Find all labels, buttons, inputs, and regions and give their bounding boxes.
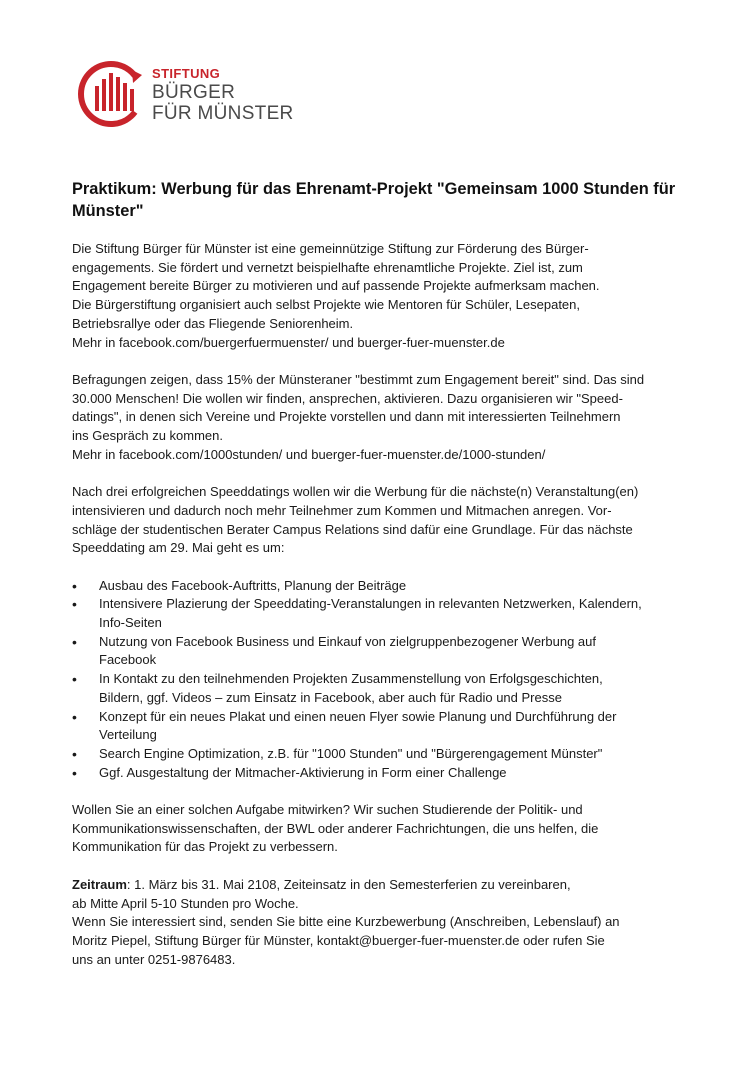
list-item <box>72 633 688 670</box>
list-item-text: • Ausbau des Facebook-Auftritts, Planung der Beiträge <box>99 577 407 593</box>
list-item-text: • In Kontakt zu den teilnehmenden Projekten Zusammenstellung von Erfolgsgeschichten, <box>99 671 603 687</box>
text-line: Nach drei erfolgreichen Speeddatings wollen wir die Werbung für die nächste(n) Veranstaltung(en) <box>72 484 639 500</box>
contact-line: Moritz Piepel, Stiftung Bürger für Münster, kontakt@buerger-fuer-muenster.de oder rufen Sie <box>72 932 605 948</box>
text-line: Mehr in facebook.com/buergerfuermuenster/ und buerger-fuer-muenster.de <box>72 334 505 350</box>
text-line: Kommunikation für das Projekt zu verbessern. <box>72 839 338 855</box>
logo <box>78 58 298 132</box>
list-item-text: • Ggf. Ausgestaltung der Mitmacher-Aktivierung in Form einer Challenge <box>99 764 507 780</box>
list-item-text: Facebook <box>99 652 157 668</box>
list-item <box>72 745 688 764</box>
list-item-text: • Nutzung von Facebook Business und Einkauf von zielgruppenbezogener Werbung auf <box>99 633 596 649</box>
text-line: Mehr in facebook.com/1000stunden/ und buerger-fuer-muenster.de/1000-stunden/ <box>72 446 546 462</box>
timeframe-label: Zeitraum <box>72 876 127 892</box>
text-line: ins Gespräch zu kommen. <box>72 428 224 444</box>
text-line: Wollen Sie an einer solchen Aufgabe mitwirken? Wir suchen Studierende der Politik- und <box>72 802 583 818</box>
text-line: Betriebsrallye oder das Fliegende Seniorenheim. <box>72 315 354 331</box>
call-to-action-paragraph <box>72 801 688 857</box>
text-line: datings", in denen sich Vereine und Projekte vorstellen und dann mit interessierten Teilnehmern <box>72 409 621 425</box>
intro-paragraph <box>72 240 688 352</box>
list-item <box>72 764 688 783</box>
document-body <box>72 178 688 988</box>
text-line: 30.000 Menschen! Die wollen wir finden, ansprechen, aktivieren. Dazu organisieren wir "Speed- <box>72 390 623 406</box>
speeddating-paragraph <box>72 483 688 558</box>
text-line: Die Stiftung Bürger für Münster ist eine gemeinnützige Stiftung zur Förderung des Bürger- <box>72 241 589 256</box>
logo-line-fuer-muenster: FÜR MÜNSTER <box>152 103 294 124</box>
text-line: Engagement bereite Bürger zu motivieren und auf passende Projekte aufmerksam machen. <box>72 278 600 294</box>
logo-line-stiftung: STIFTUNG <box>152 66 221 81</box>
list-item <box>72 708 688 745</box>
timeframe-paragraph <box>72 876 688 970</box>
list-item <box>72 577 688 596</box>
list-item-text: Verteilung <box>99 727 157 743</box>
list-item-text: • Konzept für ein neues Plakat und einen neuen Flyer sowie Planung und Durchführung der <box>99 708 617 724</box>
logo-line-buerger: BÜRGER <box>152 82 236 103</box>
list-item-text: Bildern, ggf. Videos – zum Einsatz in Facebook, aber auch für Radio und Presse <box>99 689 562 705</box>
survey-paragraph <box>72 371 688 465</box>
text-line: ab Mitte April 5-10 Stunden pro Woche. <box>72 895 299 911</box>
text-line: Wenn Sie interessiert sind, senden Sie bitte eine Kurzbewerbung (Anschreiben, Lebenslauf) an <box>72 914 620 930</box>
list-item-text: • Intensivere Plazierung der Speeddating-Veranstalungen in relevanten Netzwerken, Kalendern, <box>99 596 642 612</box>
text-line: Befragungen zeigen, dass 15% der Münsteraner "bestimmt zum Engagement bereit" sind. Das sind <box>72 371 645 387</box>
phone-line: uns an unter 0251-9876483. <box>72 951 236 967</box>
text-line: intensivieren und dadurch noch mehr Teilnehmer zum Kommen und Mitmachen anregen. Vor- <box>72 502 612 518</box>
list-item-text: • Search Engine Optimization, z.B. für "1000 Stunden" und "Bürgerengagement Münster" <box>99 745 603 761</box>
text-line: Kommunikationswissenschaften, der BWL oder anderer Fachrichtungen, die uns helfen, die <box>72 820 599 836</box>
foundation-logo-icon <box>78 58 148 130</box>
timeframe-value: : 1. März bis 31. Mai 2108, Zeiteinsatz in den Semesterferien zu vereinbaren, <box>126 876 571 892</box>
list-item-text: Info-Seiten <box>99 615 162 631</box>
timeframe-line <box>72 876 688 895</box>
task-list <box>72 577 688 783</box>
text-line: Speeddating am 29. Mai geht es um: <box>72 540 285 556</box>
page-title: Praktikum: Werbung für das Ehrenamt-Projekt "Gemeinsam 1000 Stunden für Münster" <box>72 180 676 220</box>
list-item <box>72 595 688 632</box>
list-item <box>72 670 688 707</box>
text-line: schläge der studentischen Berater Campus Relations sind dafür eine Grundlage. Für das nächste <box>72 521 633 537</box>
text-line: engagements. Sie fördert und vernetzt beispielhafte ehrenamtliche Projekte. Ziel ist, zum <box>72 259 583 275</box>
text-line: Die Bürgerstiftung organisiert auch selbst Projekte wie Mentoren für Schüler, Lesepaten, <box>72 297 580 313</box>
